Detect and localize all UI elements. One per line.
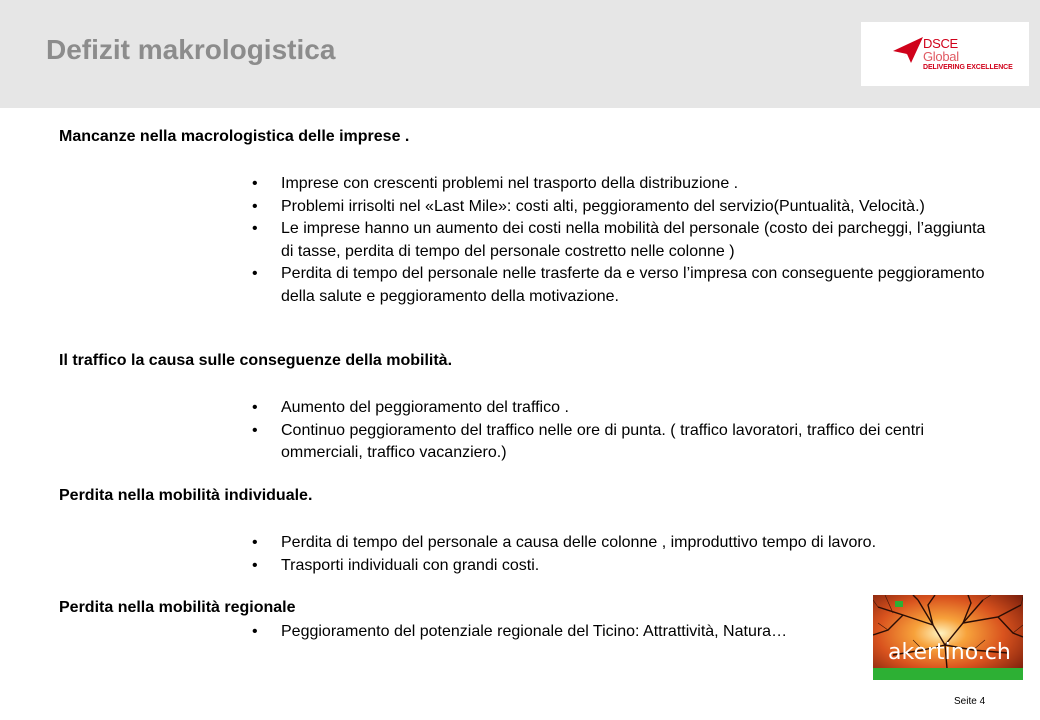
page-number: Seite 4	[954, 696, 986, 707]
logo-tagline: DELIVERING EXCELLENCE	[923, 64, 1013, 71]
list-item: • Perdita di tempo del personale nelle trasferte da e verso l’impresa con conseguente peggioramento della salute e peggioramento della motivazione.	[252, 265, 985, 305]
list-item: • Peggioramento del potenziale regionale del Ticino: Attrattività, Natura…	[252, 623, 788, 640]
list-item: • Trasporti individuali con grandi costi.	[252, 556, 540, 574]
list-item: • Aumento del peggioramento del traffico .	[252, 399, 569, 416]
section-heading-traffico: Il traffico la causa sulle conseguenze della mobilità.	[59, 352, 453, 369]
list-item: • Le imprese hanno un aumento dei costi nella mobilità del personale (costo dei parcheggi, l’aggiunta di tasse, perdita di tempo del personale costretto nelle colonne )	[252, 220, 986, 260]
page-title: Defizit makrologistica	[46, 34, 336, 65]
company-logo	[861, 22, 1029, 86]
section-heading-regionale: Perdita nella mobilità regionale	[59, 599, 296, 616]
list-item: • Perdita di tempo del personale a causa delle colonne , improduttivo tempo di lavoro.	[252, 534, 877, 551]
bullet-list-macrologistica	[252, 173, 992, 308]
logo-line1: DSCE	[923, 36, 958, 51]
bullet-list-individuale	[252, 532, 992, 577]
photo-caption: akertino.ch	[888, 640, 1011, 665]
logo-line2: Global	[923, 49, 959, 64]
bullet-list-traffico	[252, 397, 992, 465]
section-heading-macrologistica: Mancanze nella macrologistica delle imprese .	[59, 128, 410, 145]
list-item: • Continuo peggioramento del traffico nelle ore di punta. ( traffico lavoratori, traffico dei centri ommerciali, traffico vacanziero.)	[252, 421, 925, 461]
section-heading-individuale: Perdita nella mobilità individuale.	[59, 487, 313, 504]
plane-icon	[893, 37, 923, 63]
list-item: • Imprese con crescenti problemi nel trasporto della distribuzione .	[252, 175, 739, 192]
photo-footer-strip	[873, 668, 1023, 680]
list-item: • Problemi irrisolti nel «Last Mile»: costi alti, peggioramento del servizio(Puntualità, Velocità.)	[252, 197, 925, 215]
